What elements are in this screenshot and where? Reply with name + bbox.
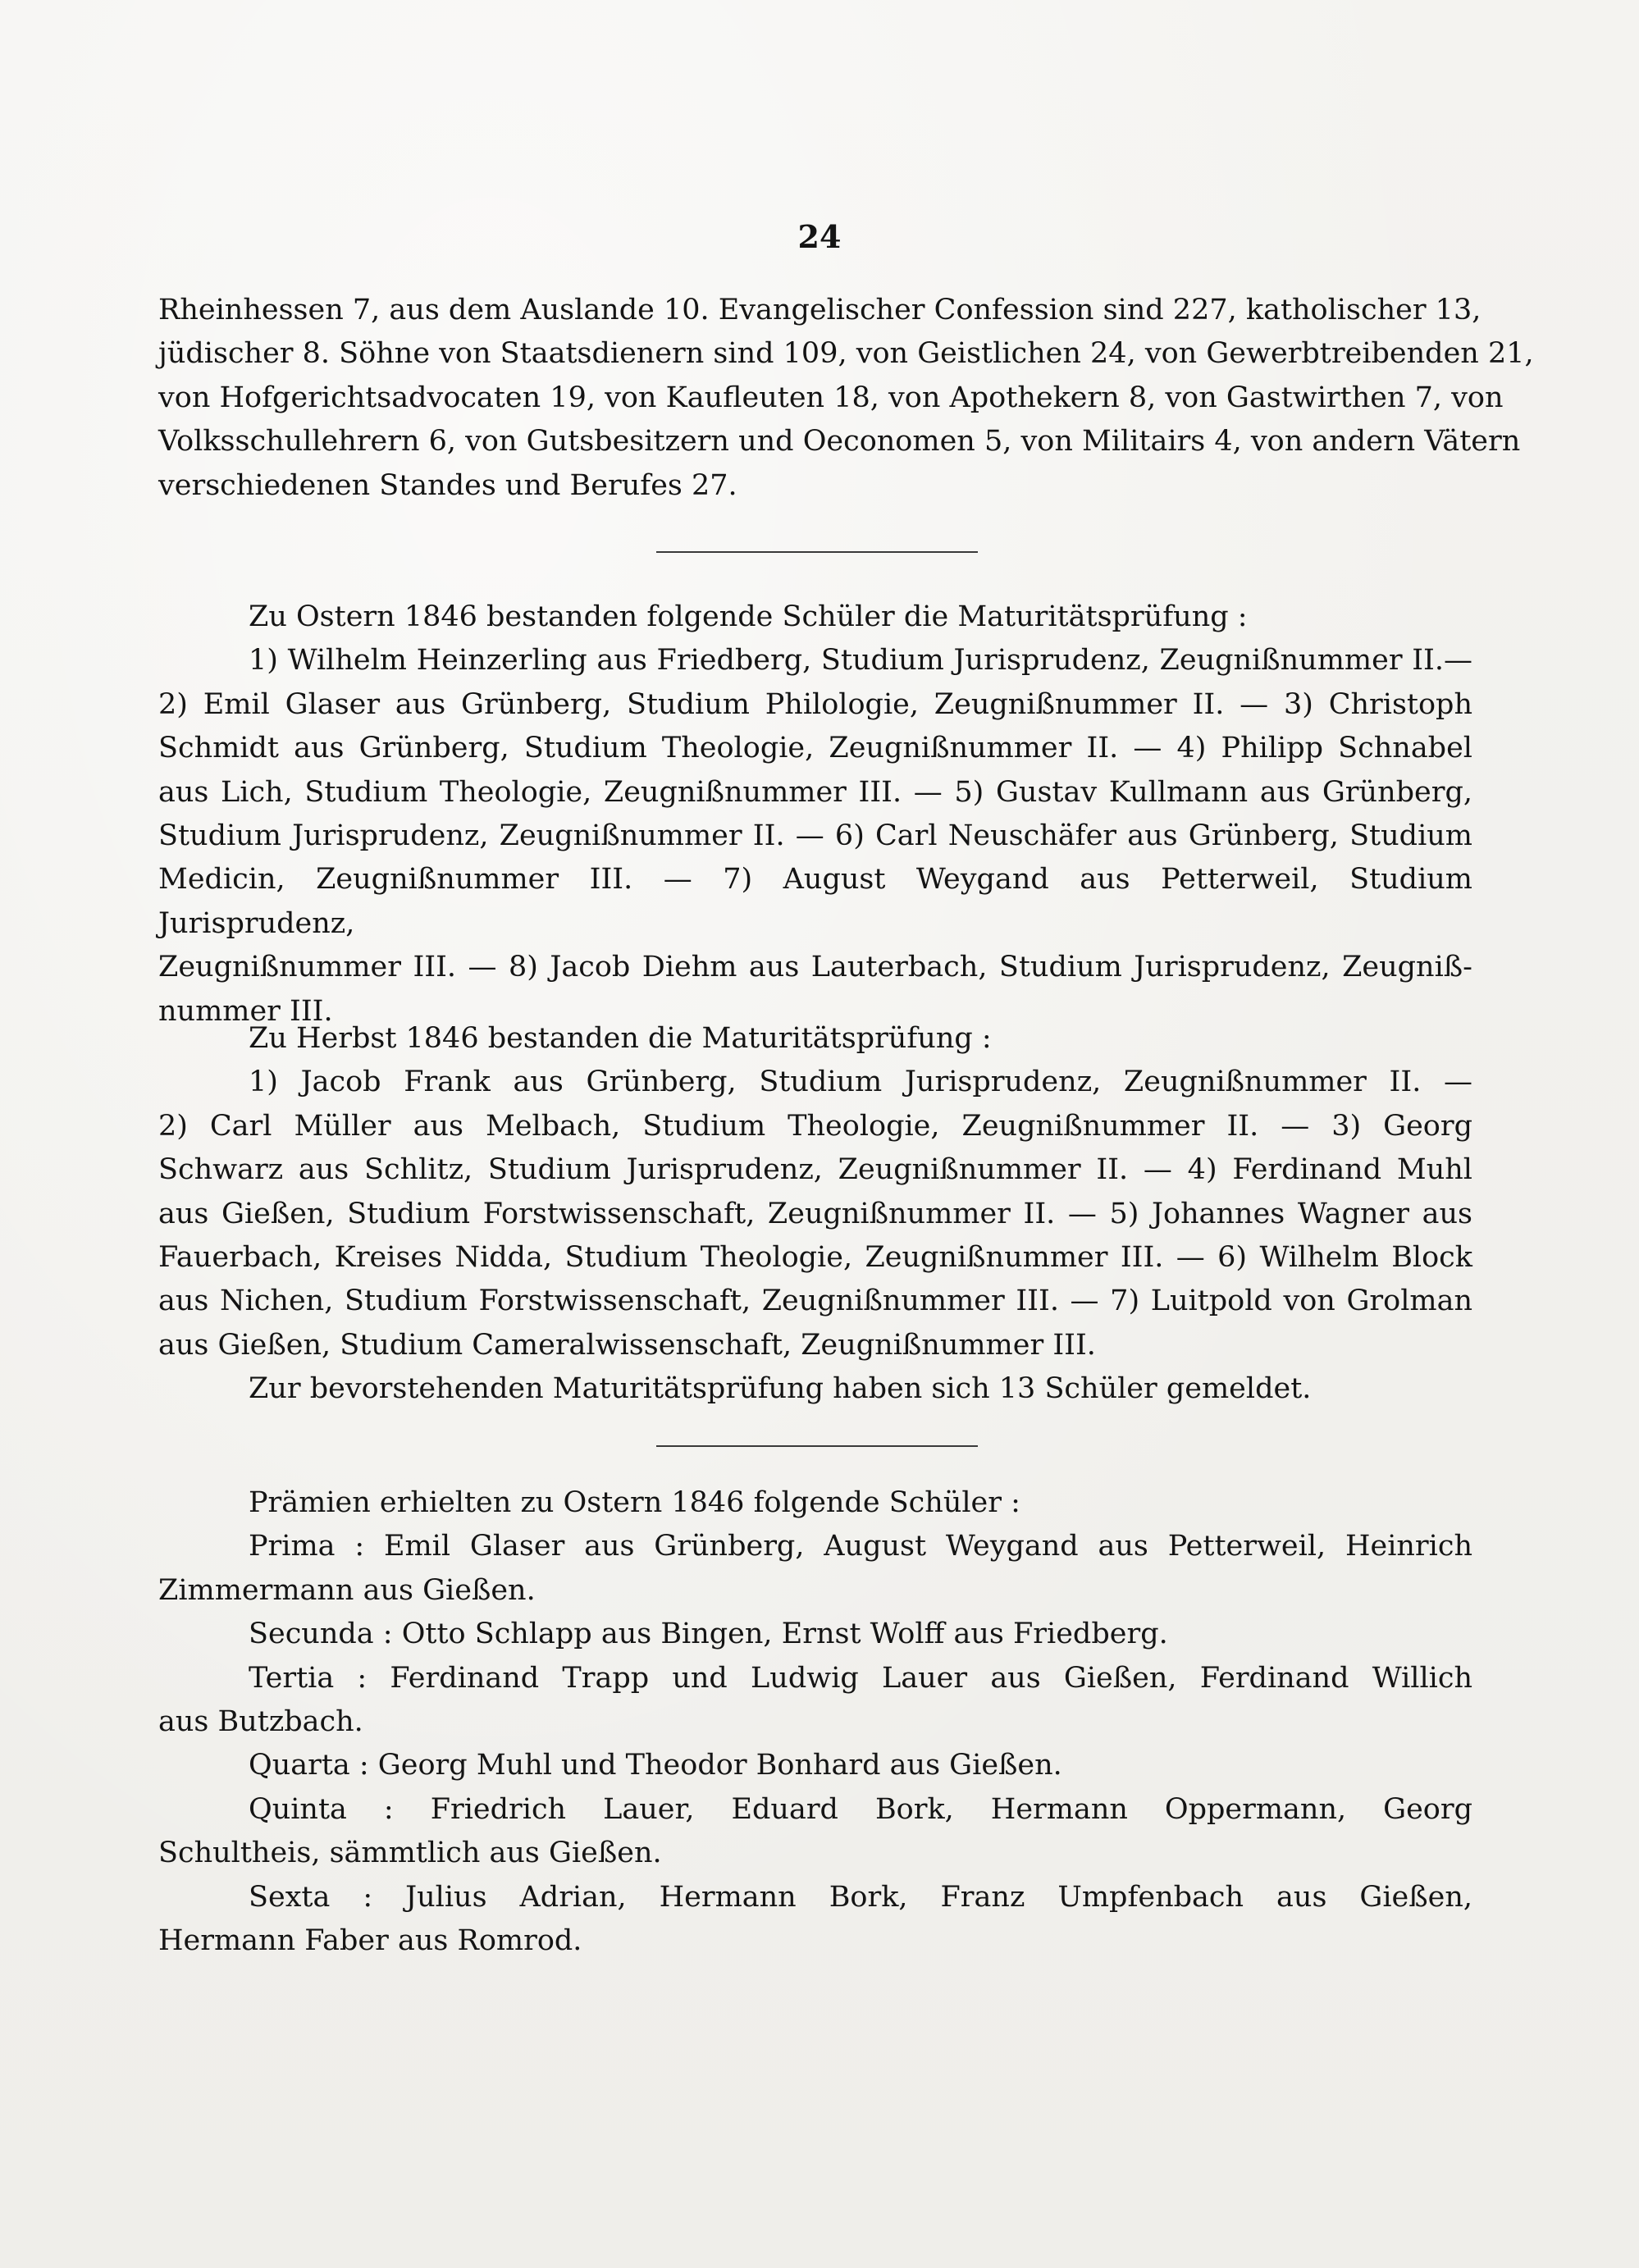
prize-line: Sexta : Julius Adrian, Hermann Bork, Franz Umpfenbach aus Gießen, [249,1880,1472,1914]
exam-line: Zeugnißnummer III. — 8) Jacob Diehm aus Lauterbach, Studium Jurisprudenz, Zeugniß- [158,951,1472,984]
text-line: jüdischer 8. Söhne von Staatsdienern sind 109, von Geistlichen 24, von Gewerbtreibenden 21, [158,337,1534,371]
exam-line: Schmidt aus Grünberg, Studium Theologie, Zeugnißnummer II. — 4) Philipp Schnabel [158,732,1472,765]
exam-line: aus Gießen, Studium Forstwissenschaft, Zeugnißnummer II. — 5) Johannes Wagner aus [158,1197,1472,1230]
prize-line: Schultheis, sämmtlich aus Gießen. [158,1837,662,1870]
exam-line: Studium Jurisprudenz, Zeugnißnummer II. — 6) Carl Neuschäfer aus Grünberg, Studium [158,819,1472,853]
exam-line: nummer III. [158,994,333,1028]
text-line: Volksschullehrern 6, von Gutsbesitzern und Oeconomen 5, von Militairs 4, von andern Vätern [158,425,1521,459]
section-divider [656,1445,978,1447]
prize-line: aus Butzbach. [158,1705,363,1739]
text-line: Rheinhessen 7, aus dem Auslande 10. Evangelischer Confession sind 227, katholischer 13, [158,294,1481,326]
exam-line: 1) Jacob Frank aus Grünberg, Studium Jurisprudenz, Zeugnißnummer II. — [249,1066,1472,1099]
intro-paragraph [158,289,1534,508]
exam-line: aus Lich, Studium Theologie, Zeugnißnummer III. — 5) Gustav Kullmann aus Grünberg, [158,775,1472,809]
section-divider [656,551,978,553]
easter-exam-section [158,596,1472,1034]
exam-line: Schwarz aus Schlitz, Studium Jurisprudenz, Zeugnißnummer II. — 4) Ferdinand Muhl [158,1153,1472,1187]
prizes-section [158,1481,1472,1963]
prize-line: Secunda : Otto Schlapp aus Bingen, Ernst Wolff aus Friedberg. [249,1618,1168,1651]
prize-line: Quarta : Georg Muhl und Theodor Bonhard aus Gießen. [249,1749,1062,1782]
exam-line: Medicin, Zeugnißnummer III. — 7) August Weygand aus Petterweil, Studium Jurisprudenz, [158,863,1472,940]
prize-line: Tertia : Ferdinand Trapp und Ludwig Lauer aus Gießen, Ferdinand Willich [249,1661,1472,1695]
page-number: 24 [797,218,842,255]
prize-line: Quinta : Friedrich Lauer, Eduard Bork, Hermann Oppermann, Georg [249,1792,1472,1826]
exam-line: 2) Emil Glaser aus Grünberg, Studium Philologie, Zeugnißnummer II. — 3) Christoph [158,687,1472,721]
exam-line: 1) Wilhelm Heinzerling aus Friedberg, Studium Jurisprudenz, Zeugnißnummer II.— [249,644,1472,678]
exam-line: aus Gießen, Studium Cameralwissenschaft, Zeugnißnummer III. [158,1328,1096,1362]
section-heading: Prämien erhielten zu Ostern 1846 folgende Schüler : [249,1486,1020,1519]
exam-line: aus Nichen, Studium Forstwissenschaft, Zeugnißnummer III. — 7) Luitpold von Grolman [158,1285,1472,1318]
section-heading: Zu Ostern 1846 bestanden folgende Schüler die Maturitätsprüfung : [249,600,1248,633]
closing-line: Zur bevorstehenden Maturitätsprüfung haben sich 13 Schüler gemeldet. [249,1372,1312,1406]
prize-line: Prima : Emil Glaser aus Grünberg, August Weygand aus Petterweil, Heinrich [249,1530,1472,1563]
prize-line: Zimmermann aus Gießen. [158,1573,536,1607]
section-heading: Zu Herbst 1846 bestanden die Maturitätsprüfung : [249,1022,992,1055]
autumn-exam-section [158,1017,1472,1412]
prize-line: Hermann Faber aus Romrod. [158,1924,582,1958]
text-line: verschiedenen Standes und Berufes 27. [158,468,737,502]
prize-list [158,1525,1472,1963]
exam-line: 2) Carl Müller aus Melbach, Studium Theologie, Zeugnißnummer II. — 3) Georg [158,1109,1472,1143]
text-line: von Hofgerichtsadvocaten 19, von Kaufleuten 18, von Apothekern 8, von Gastwirthen 7, von [158,381,1504,414]
exam-line: Fauerbach, Kreises Nidda, Studium Theologie, Zeugnißnummer III. — 6) Wilhelm Block [158,1241,1472,1275]
